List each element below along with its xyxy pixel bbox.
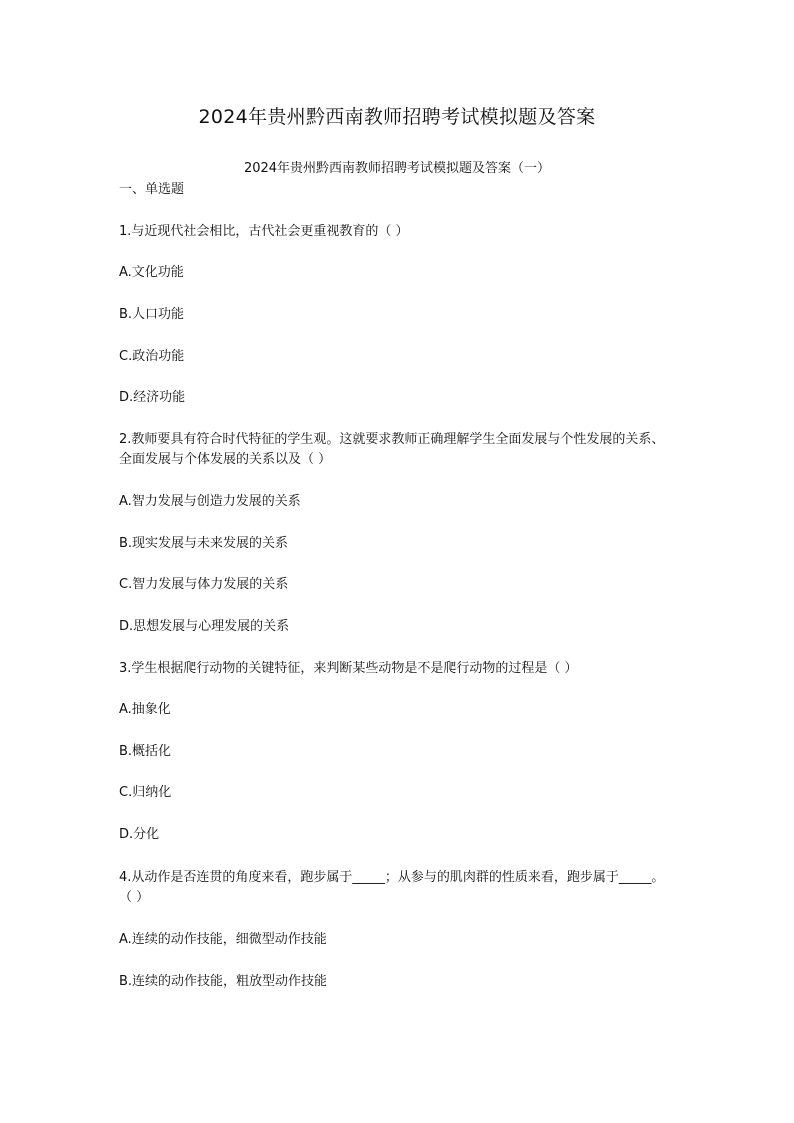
question-2-text: 2.教师要具有符合时代特征的学生观。这就要求教师正确理解学生全面发展与个性发展的关系、全面发展与个体发展的关系以及（ ） [119,432,665,467]
question-1-option-c: C.政治功能 [119,349,185,364]
question-4-text: 4.从动作是否连贯的角度来看，跑步属于_____；从参与的肌肉群的性质来看，跑步属于_____。（ ） [119,870,665,905]
question-3-text: 3.学生根据爬行动物的关键特征，来判断某些动物是不是爬行动物的过程是（ ） [119,661,578,676]
question-2-option-a: A.智力发展与创造力发展的关系 [119,494,301,509]
question-3-option-a: A.抽象化 [119,702,171,717]
question-2-option-d: D.思想发展与心理发展的关系 [119,619,290,634]
question-1-option-b: B.人口功能 [119,307,185,322]
question-2-option-c: C.智力发展与体力发展的关系 [119,577,289,592]
question-4-option-b: B.连续的动作技能，粗放型动作技能 [119,974,328,989]
question-2-option-b: B.现实发展与未来发展的关系 [119,536,289,551]
question-3-option-c: C.归纳化 [119,785,172,800]
document-title: 2024年贵州黔西南教师招聘考试模拟题及答案 [198,106,596,128]
question-1-text: 1.与近现代社会相比，古代社会更重视教育的（ ） [119,224,409,239]
document-subtitle: 2024年贵州黔西南教师招聘考试模拟题及答案（一） [243,161,551,176]
question-3-option-d: D.分化 [119,827,160,842]
question-1-option-a: A.文化功能 [119,265,184,280]
question-3-option-b: B.概括化 [119,744,172,759]
question-1-option-d: D.经济功能 [119,390,186,405]
question-4-option-a: A.连续的动作技能，细微型动作技能 [119,932,327,947]
section-heading: 一、单选题 [119,182,185,197]
